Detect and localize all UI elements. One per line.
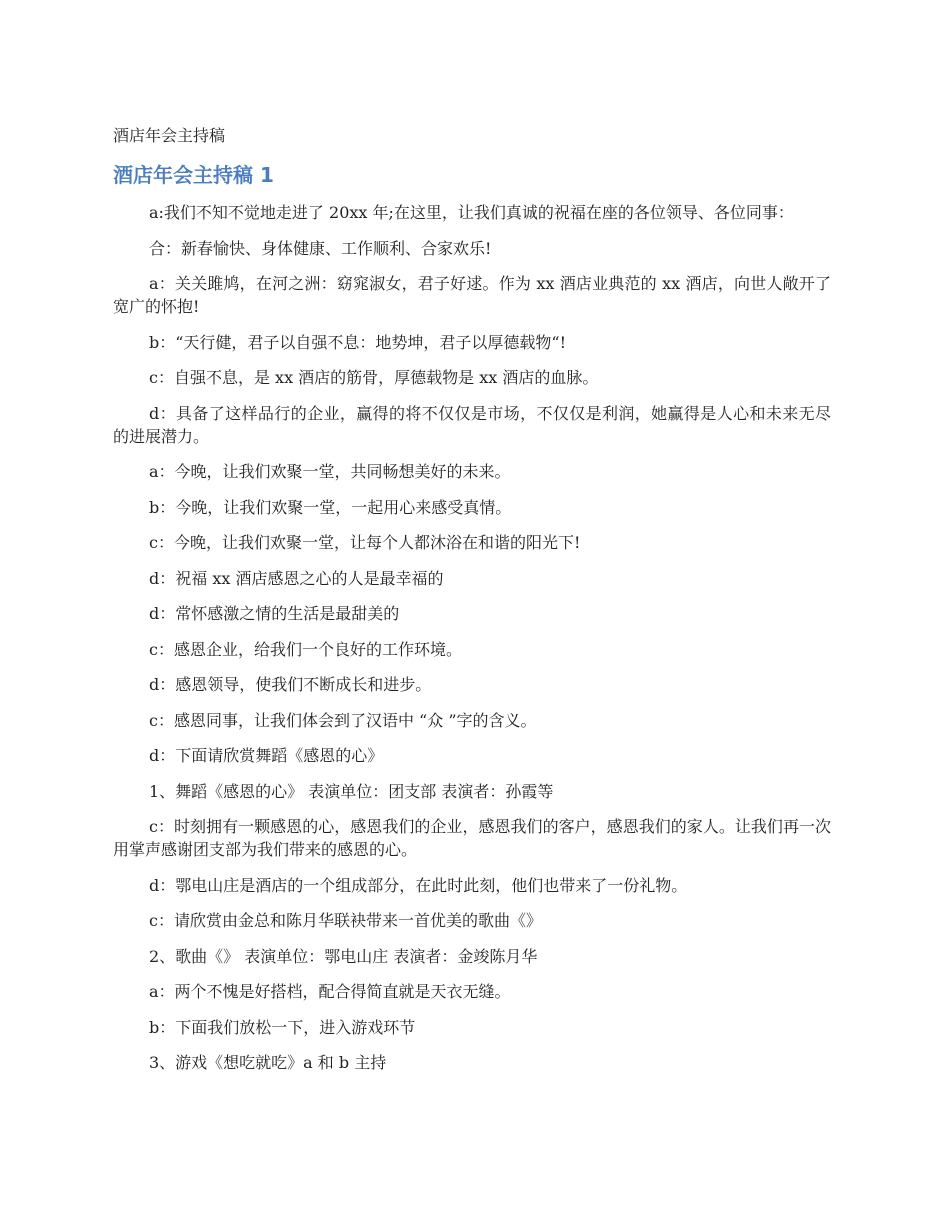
document-title: 酒店年会主持稿 bbox=[113, 126, 226, 145]
paragraph: c：感恩同事，让我们体会到了汉语中 “众 ”字的含义。 bbox=[149, 710, 537, 730]
paragraph: 合：新春愉快、身体健康、工作顺利、合家欢乐! bbox=[149, 238, 492, 258]
paragraph: d：感恩领导，使我们不断成长和进步。 bbox=[149, 675, 432, 694]
paragraph: 2、歌曲《》 表演单位：鄂电山庄 表演者：金竣陈月华 bbox=[149, 946, 538, 966]
paragraph: d：鄂电山庄是酒店的一个组成部分，在此时此刻，他们也带来了一份礼物。 bbox=[149, 875, 688, 895]
paragraph: 3、游戏《想吃就吃》a 和 b 主持 bbox=[149, 1053, 387, 1072]
paragraph: a:我们不知不觉地走进了 20xx 年;在这里，让我们真诚的祝福在座的各位领导、各位同事： bbox=[149, 203, 794, 222]
paragraph: b：下面我们放松一下，进入游戏环节 bbox=[149, 1017, 416, 1037]
paragraph: c：感恩企业，给我们一个良好的工作环境。 bbox=[149, 639, 462, 659]
paragraph: a：关关雎鸠，在河之洲：窈窕淑女，君子好逑。作为 xx 酒店业典范的 xx 酒店，向世人敞开了宽广的怀抱! bbox=[113, 274, 831, 316]
paragraph: c：请欣赏由金总和陈月华联袂带来一首优美的歌曲《》 bbox=[149, 911, 542, 930]
paragraph: d：具备了这样品行的企业，赢得的将不仅仅是市场，不仅仅是利润，她赢得是人心和未来无尽的进展潜力。 bbox=[113, 403, 831, 446]
paragraph: c：今晚，让我们欢聚一堂，让每个人都沐浴在和谐的阳光下! bbox=[149, 533, 581, 552]
paragraph: 1、舞蹈《感恩的心》 表演单位：团支部 表演者：孙霞等 bbox=[149, 781, 554, 801]
paragraph: c：自强不息，是 xx 酒店的筋骨，厚德载物是 xx 酒店的血脉。 bbox=[149, 368, 599, 387]
paragraph: d：祝福 xx 酒店感恩之心的人是最幸福的 bbox=[149, 568, 444, 588]
document-body bbox=[113, 125, 831, 1087]
paragraph: d：下面请欣赏舞蹈《感恩的心》 bbox=[149, 746, 384, 765]
paragraph: b：“天行健，君子以自强不息：地势坤，君子以厚德载物“! bbox=[149, 332, 567, 352]
paragraph: a：今晚，让我们欢聚一堂，共同畅想美好的未来。 bbox=[149, 462, 511, 481]
paragraph: c：时刻拥有一颗感恩的心，感恩我们的企业，感恩我们的客户，感恩我们的家人。让我们再一次用掌声感谢团支部为我们带来的感恩的心。 bbox=[113, 817, 831, 859]
paragraph: d：常怀感激之情的生活是最甜美的 bbox=[149, 604, 400, 623]
paragraph: a：两个不愧是好搭档，配合得简直就是天衣无缝。 bbox=[149, 982, 511, 1001]
paragraph: b：今晚，让我们欢聚一堂，一起用心来感受真情。 bbox=[149, 497, 512, 517]
section-heading: 酒店年会主持稿 1 bbox=[113, 163, 274, 187]
